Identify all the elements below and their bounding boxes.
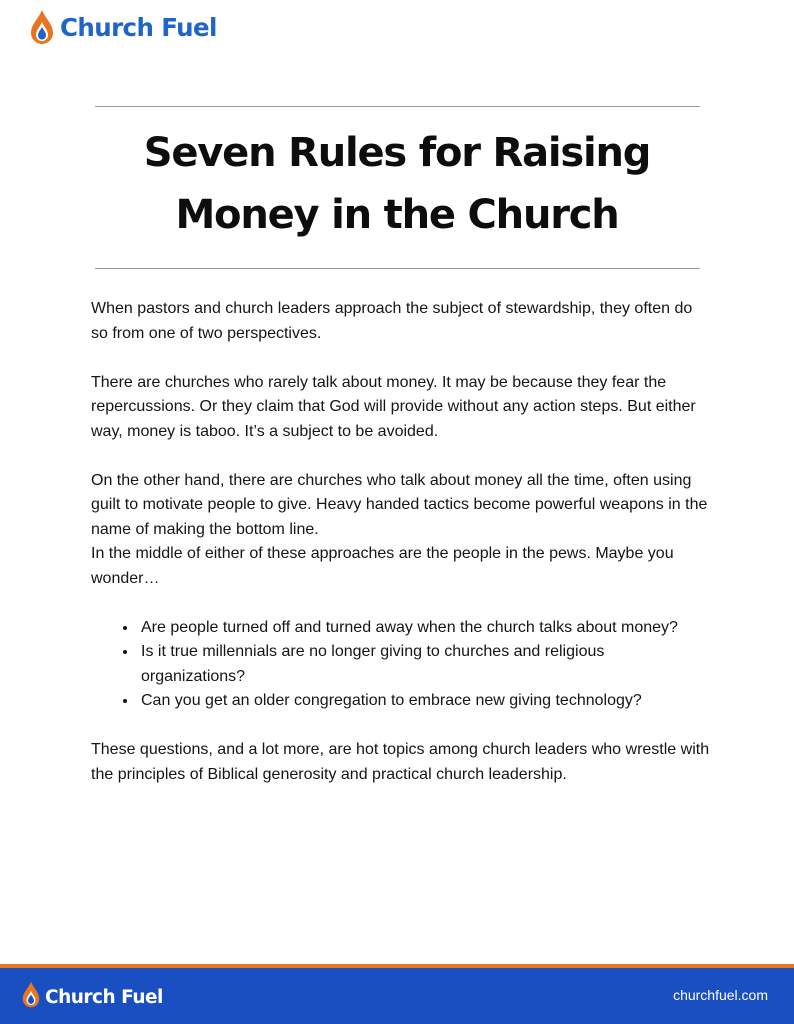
footer-logo [22, 981, 163, 1013]
list-item: • Are people turned off and turned away when the church talks about money? [138, 616, 711, 641]
flame-drop-icon [22, 981, 40, 1013]
article-body [91, 297, 711, 787]
header-logo [30, 9, 217, 45]
top-divider [95, 106, 700, 107]
paragraph-closing: These questions, and a lot more, are hot topics among church leaders who wrestle with the principles of Biblical generosity and practical church leadership. [91, 741, 710, 783]
paragraph-intro: When pastors and church leaders approach the subject of stewardship, they often do so from one of two perspectives. [91, 300, 693, 342]
paragraph-taboo: There are churches who rarely talk about money. It may be because they fear the repercussions. Or they claim that God will provide without any action steps. But either way, money is taboo. It’s a subject to be avoided. [91, 373, 696, 440]
question-list [91, 616, 711, 714]
title-line-1: Seven Rules for Raising [143, 130, 651, 176]
footer-brand-name: Church Fuel [45, 986, 163, 1008]
bottom-divider [95, 268, 700, 269]
title-line-2: Money in the Church [175, 192, 619, 238]
footer-bar [0, 964, 794, 1024]
brand-name: Church Fuel [60, 12, 217, 42]
list-item: • Can you get an older congregation to embrace new giving technology? [138, 689, 711, 714]
paragraph-pews: In the middle of either of these approaches are the people in the pews. Maybe you wonder… [91, 545, 674, 587]
list-item: • Is it true millennials are no longer giving to churches and religious organizations? [138, 640, 711, 689]
page-title [60, 122, 734, 246]
paragraph-guilt: On the other hand, there are churches who talk about money all the time, often using guilt to motivate people to give. Heavy handed tactics become powerful weapons in the name of making the bottom line. [91, 471, 708, 538]
flame-drop-icon [30, 9, 54, 45]
footer-url: churchfuel.com [673, 987, 768, 1003]
